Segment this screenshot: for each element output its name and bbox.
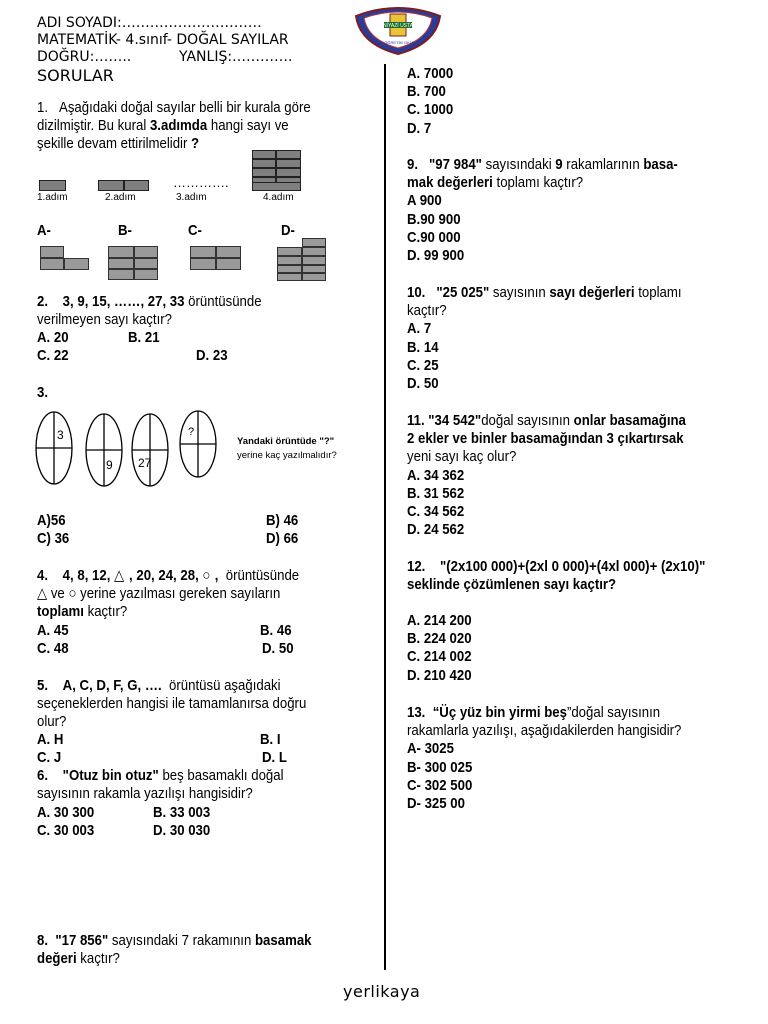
q1-option-d-label[interactable]: D-	[281, 222, 295, 239]
q6-option-d[interactable]: D. 30 030	[153, 822, 211, 839]
q11-option-d[interactable]: D. 24 562	[407, 521, 465, 539]
oval-4-value: ?	[188, 426, 195, 438]
wrong-count-label: YANLIŞ:………….	[179, 49, 293, 65]
brick	[276, 168, 301, 177]
question-1: 1. Aşağıdaki doğal sayılar belli bir kurala göre dizilmiştir. Bu kural 3.adımda hangi sayı ve şekille devam ettirilmelidir ?	[37, 99, 311, 153]
q3-option-a[interactable]: A)56	[37, 512, 66, 529]
cell	[190, 258, 216, 270]
step-label-3: 3.adım	[176, 192, 207, 203]
q2-option-c[interactable]: C. 22	[37, 347, 69, 364]
q6-option-a[interactable]: A. 30 300	[37, 804, 95, 821]
section-title: SORULAR	[37, 66, 114, 85]
q9-option-a[interactable]: A 900	[407, 192, 442, 210]
brick	[276, 150, 301, 159]
cell	[302, 273, 326, 281]
q13-option-c[interactable]: C- 302 500	[407, 776, 473, 794]
q10-option-a[interactable]: A. 7	[407, 320, 432, 338]
q13-option-a[interactable]: A- 3025	[407, 740, 454, 758]
q12-option-d[interactable]: D. 210 420	[407, 666, 472, 684]
q3-note: Yandaki örüntüde "?" yerine kaç yazılmalıdır?	[237, 436, 337, 461]
oval-2-value: 9	[106, 458, 113, 472]
cell	[216, 258, 241, 270]
q8-option-b[interactable]: B. 700	[407, 83, 446, 101]
oval-2	[86, 414, 122, 486]
q3-option-d[interactable]: D) 66	[266, 530, 299, 547]
q3-option-b[interactable]: B) 46	[266, 512, 299, 529]
brick	[252, 182, 301, 191]
question-2: 2. 3, 9, 15, ……, 27, 33 örüntüsünde verilmeyen sayı kaçtır?	[37, 293, 262, 329]
cell	[302, 238, 326, 247]
brick	[276, 159, 301, 168]
q5-option-a[interactable]: A. H	[37, 731, 64, 748]
q8-option-d[interactable]: D. 7	[407, 119, 432, 137]
q12-option-c[interactable]: C. 214 002	[407, 648, 472, 666]
q1-option-b-label[interactable]: B-	[118, 222, 132, 239]
footer-author: yerlikaya	[343, 982, 421, 1001]
oval-1-value: 3	[57, 428, 64, 442]
q4-option-a[interactable]: A. 45	[37, 622, 69, 639]
oval-3	[132, 414, 168, 486]
question-11: 11. "34 542"doğal sayısının onlar basamağına 2 ekler ve binler basamağından 3 çıkartırsak yeni sayı kaç olur? A. 34 362 B. 31 562 C. 34 562 D. 24 562	[407, 412, 686, 539]
q1-option-c-label[interactable]: C-	[188, 222, 202, 239]
brick	[252, 150, 276, 159]
question-12: 12. "(2x100 000)+(2xl 0 000)+(4xl 000)+ (2x10)" seklinde çözümlenen sayı kaçtır?	[407, 558, 706, 594]
q9-option-b[interactable]: B.90 900	[407, 210, 461, 228]
q13-option-b[interactable]: B- 300 025	[407, 758, 473, 776]
school-logo	[352, 4, 444, 56]
q4-option-b[interactable]: B. 46	[260, 622, 292, 639]
cell	[64, 258, 89, 270]
name-field-label: ADI SOYADI:…………………………	[37, 15, 262, 31]
q1-option-a-label[interactable]: A-	[37, 222, 51, 239]
cell	[302, 256, 326, 265]
cell	[277, 265, 302, 273]
q1-step3-dots: ………….	[173, 175, 229, 190]
q4-option-d[interactable]: D. 50	[262, 640, 294, 657]
q10-option-b[interactable]: B. 14	[407, 338, 439, 356]
circle-icon: ○	[68, 585, 77, 603]
brick	[252, 168, 276, 177]
q5-option-d[interactable]: D. L	[262, 749, 287, 766]
step-label-4: 4.adım	[263, 192, 294, 203]
q5-option-c[interactable]: C. J	[37, 749, 62, 766]
step-label-1: 1.adım	[37, 192, 68, 203]
q9-option-c[interactable]: C.90 000	[407, 228, 461, 246]
cell	[134, 246, 158, 258]
q11-option-b[interactable]: B. 31 562	[407, 484, 465, 502]
q2-option-b[interactable]: B. 21	[128, 329, 160, 346]
cell	[302, 265, 326, 273]
q12-option-a[interactable]: A. 214 200	[407, 612, 472, 629]
column-divider	[384, 64, 386, 970]
q11-option-a[interactable]: A. 34 362	[407, 466, 465, 484]
q13-option-d[interactable]: D- 325 00	[407, 795, 465, 813]
q8-option-c[interactable]: C. 1000	[407, 101, 454, 119]
cell	[108, 258, 134, 269]
correct-count-label: DOĞRU:……..	[37, 49, 132, 65]
cell	[40, 246, 64, 258]
question-6: 6. "Otuz bin otuz" beş basamaklı doğal sayısının rakamla yazılışı hangisidir?	[37, 767, 284, 803]
cell	[134, 258, 158, 269]
q10-option-c[interactable]: C. 25	[407, 356, 439, 374]
cell	[108, 269, 134, 280]
q6-option-b[interactable]: B. 33 003	[153, 804, 211, 821]
brick	[124, 180, 149, 191]
subject-line: MATEMATİK- 4.sınıf- DOĞAL SAYILAR	[37, 32, 289, 48]
circle-icon: ○	[202, 567, 211, 584]
brick	[39, 180, 66, 191]
logo-subtext: İLKÖĞRETİM OKULU	[378, 40, 418, 45]
question-13: 13. “Üç yüz bin yirmi beş”doğal sayısının rakamlarla yazılışı, aşağıdakilerden hangisidir? A- 3025 B- 300 025 C- 302 500 D- 325 00	[407, 704, 682, 813]
question-8: 8. "17 856" sayısındaki 7 rakamının basamak değeri kaçtır?	[37, 932, 312, 968]
question-5: 5. A, C, D, F, G, …. örüntüsü aşağıdaki seçeneklerden hangisi ile tamamlanırsa doğru olur?	[37, 677, 307, 731]
q2-option-d[interactable]: D. 23	[196, 347, 228, 364]
brick	[98, 180, 124, 191]
cell	[108, 246, 134, 258]
cell	[216, 246, 241, 258]
triangle-icon: △	[37, 585, 48, 603]
q12-options	[407, 612, 472, 685]
brick	[252, 159, 276, 168]
question-9: 9. "97 984" sayısındaki 9 rakamlarının basa- mak değerleri toplamı kaçtır? A 900 B.90 900 C.90 000 D. 99 900	[407, 156, 678, 265]
cell	[277, 273, 302, 281]
cell	[302, 247, 326, 256]
triangle-icon: △	[114, 567, 125, 584]
cell	[40, 258, 64, 270]
question-3-number: 3.	[37, 384, 49, 401]
q9-option-d[interactable]: D. 99 900	[407, 247, 465, 265]
cell	[134, 269, 158, 280]
oval-4	[180, 411, 216, 477]
q3-oval-pattern	[30, 408, 230, 495]
q2-option-a[interactable]: A. 20	[37, 329, 69, 346]
cell	[277, 256, 302, 265]
q8-options	[407, 65, 453, 138]
q8-option-a[interactable]: A. 7000	[407, 65, 454, 82]
q3-option-c[interactable]: C) 36	[37, 530, 70, 547]
q5-option-b[interactable]: B. I	[260, 731, 281, 748]
q4-option-c[interactable]: C. 48	[37, 640, 69, 657]
logo-text: NİYAZİ USTA	[382, 23, 414, 29]
q10-option-d[interactable]: D. 50	[407, 375, 439, 393]
oval-1	[36, 412, 72, 484]
oval-3-value: 27	[138, 456, 152, 470]
q12-option-b[interactable]: B. 224 020	[407, 630, 472, 648]
cell	[190, 246, 216, 258]
step-label-2: 2.adım	[105, 192, 136, 203]
cell	[277, 247, 302, 256]
question-4: 4. 4, 8, 12, △ , 20, 24, 28, ○ , örüntüsünde △ ve ○ yerine yazılması gereken sayıların toplamı kaçtır?	[37, 567, 300, 621]
question-10: 10. "25 025" sayısının sayı değerleri toplamı kaçtır? A. 7 B. 14 C. 25 D. 50	[407, 284, 682, 393]
q6-option-c[interactable]: C. 30 003	[37, 822, 95, 839]
q11-option-c[interactable]: C. 34 562	[407, 503, 465, 521]
